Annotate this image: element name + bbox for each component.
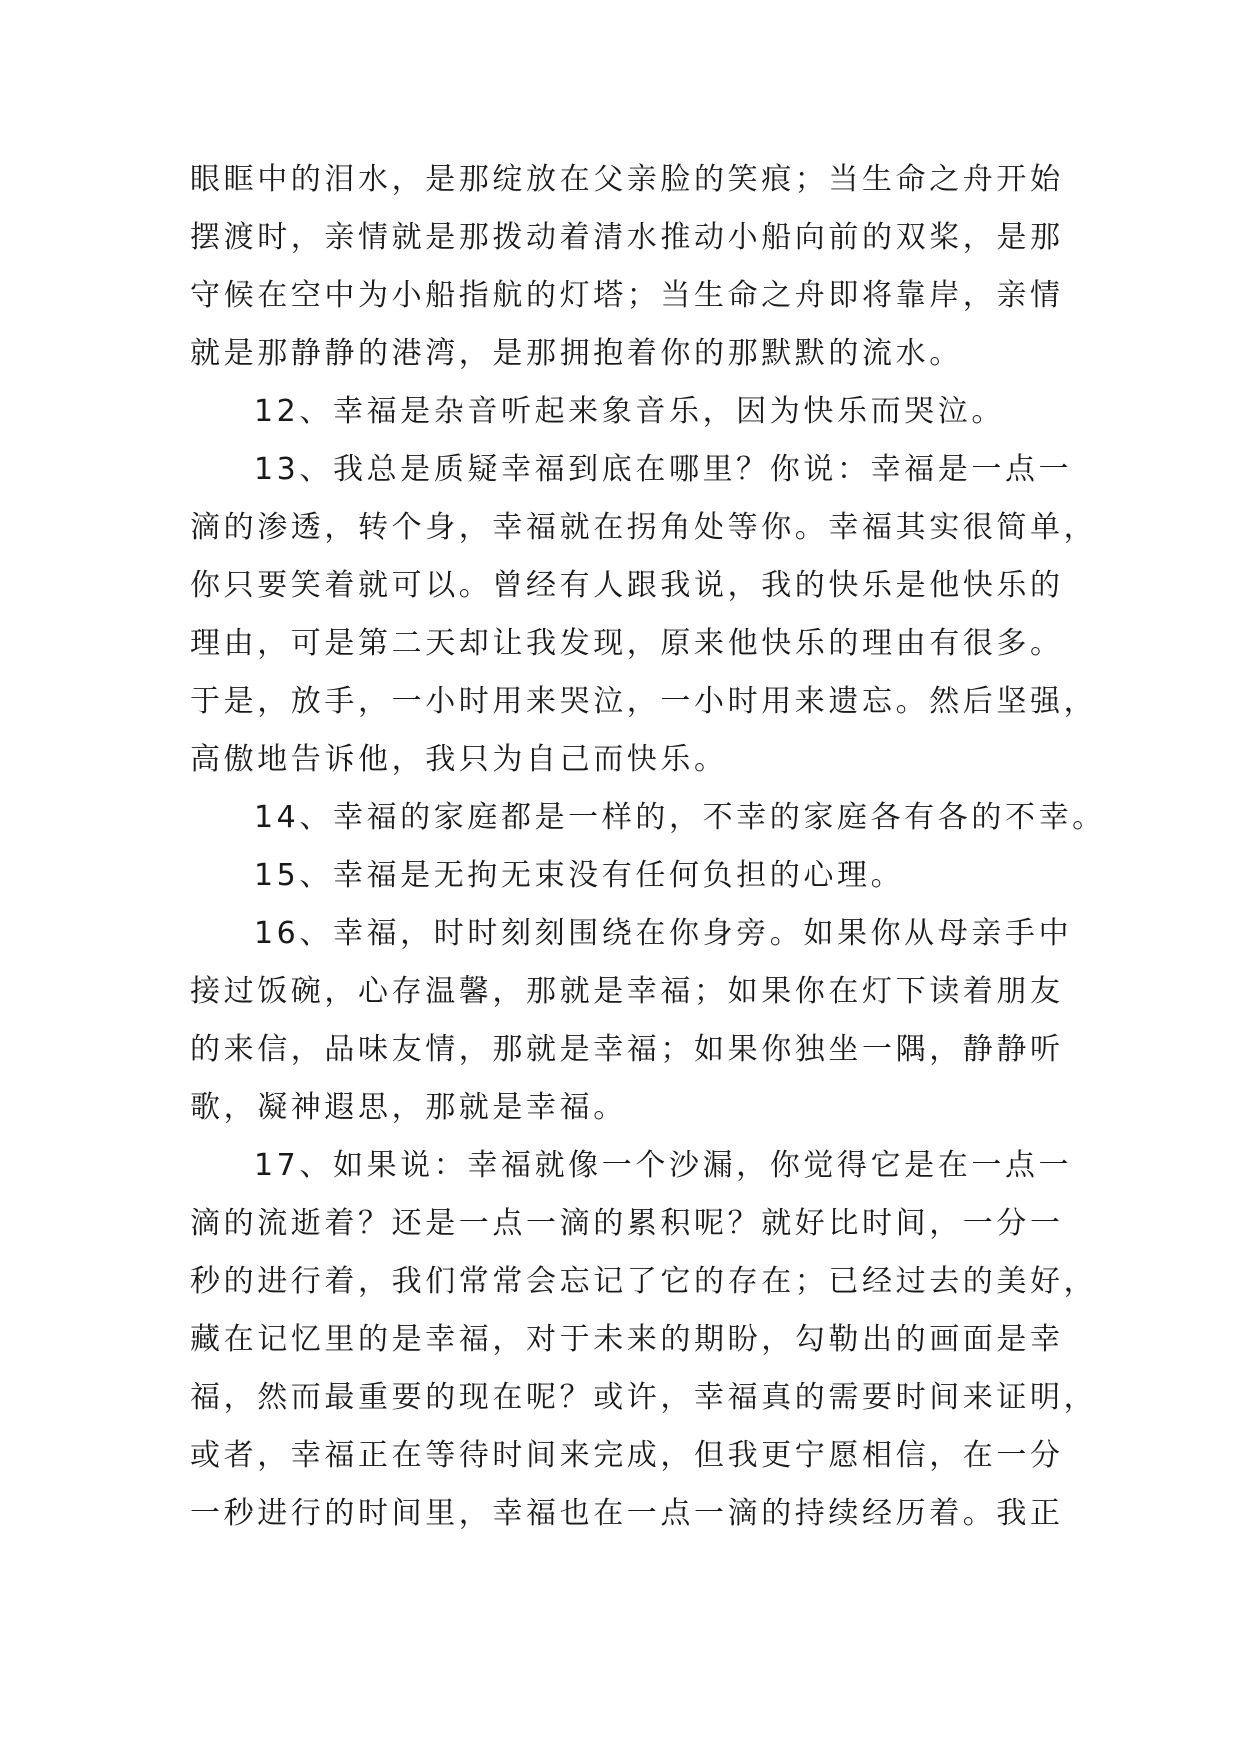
text-line: 你只要笑着就可以。曾经有人跟我说，我的快乐是他快乐的 [190,568,1064,603]
text-line: 眼眶中的泪水，是那绽放在父亲脸的笑痕；当生命之舟开始 [190,162,1064,197]
text-line: 的来信，品味友情，那就是幸福；如果你独坐一隅，静静听 [190,1032,1064,1067]
text-line: 就是那静静的港湾，是那拥抱着你的那默默的流水。 [190,336,963,371]
text-line: 藏在记忆里的是幸福，对于未来的期盼，勾勒出的画面是幸 [190,1322,1064,1357]
text-line: 福，然而最重要的现在呢？或许，幸福真的需要时间来证明， [190,1380,1098,1415]
text-line: 秒的进行着，我们常常会忘记了它的存在；已经过去的美好， [190,1264,1098,1299]
paragraph-16: 16、幸福，时时刻刻围绕在你身旁。如果你从母亲手中 [254,916,1073,951]
text-line: 或者，幸福正在等待时间来完成，但我更宁愿相信，在一分 [190,1438,1064,1473]
text-line: 接过饭碗，心存温馨，那就是幸福；如果你在灯下读着朋友 [190,974,1064,1009]
text-line: 一秒进行的时间里，幸福也在一点一滴的持续经历着。我正 [190,1496,1064,1531]
text-line: 滴的渗透，转个身，幸福就在拐角处等你。幸福其实很简单， [190,510,1098,545]
text-line: 摆渡时，亲情就是那拨动着清水推动小船向前的双桨，是那 [190,220,1064,255]
text-line: 滴的流逝着？还是一点一滴的累积呢？就好比时间，一分一 [190,1206,1064,1241]
paragraph-17: 17、如果说：幸福就像一个沙漏，你觉得它是在一点一 [254,1148,1073,1183]
paragraph-14: 14、幸福的家庭都是一样的，不幸的家庭各有各的不幸。 [254,800,1106,835]
paragraph-13: 13、我总是质疑幸福到底在哪里？你说：幸福是一点一 [254,452,1073,487]
text-line: 于是，放手，一小时用来哭泣，一小时用来遗忘。然后坚强， [190,684,1098,719]
text-line: 歌，凝神遐思，那就是幸福。 [190,1090,627,1125]
paragraph-15: 15、幸福是无拘无束没有任何负担的心理。 [254,858,905,893]
text-line: 高傲地告诉他，我只为自己而快乐。 [190,742,728,777]
text-line: 守候在空中为小船指航的灯塔；当生命之舟即将靠岸，亲情 [190,278,1064,313]
paragraph-12: 12、幸福是杂音听起来象音乐，因为快乐而哭泣。 [254,394,1005,429]
text-line: 理由，可是第二天却让我发现，原来他快乐的理由有很多。 [190,626,1064,661]
